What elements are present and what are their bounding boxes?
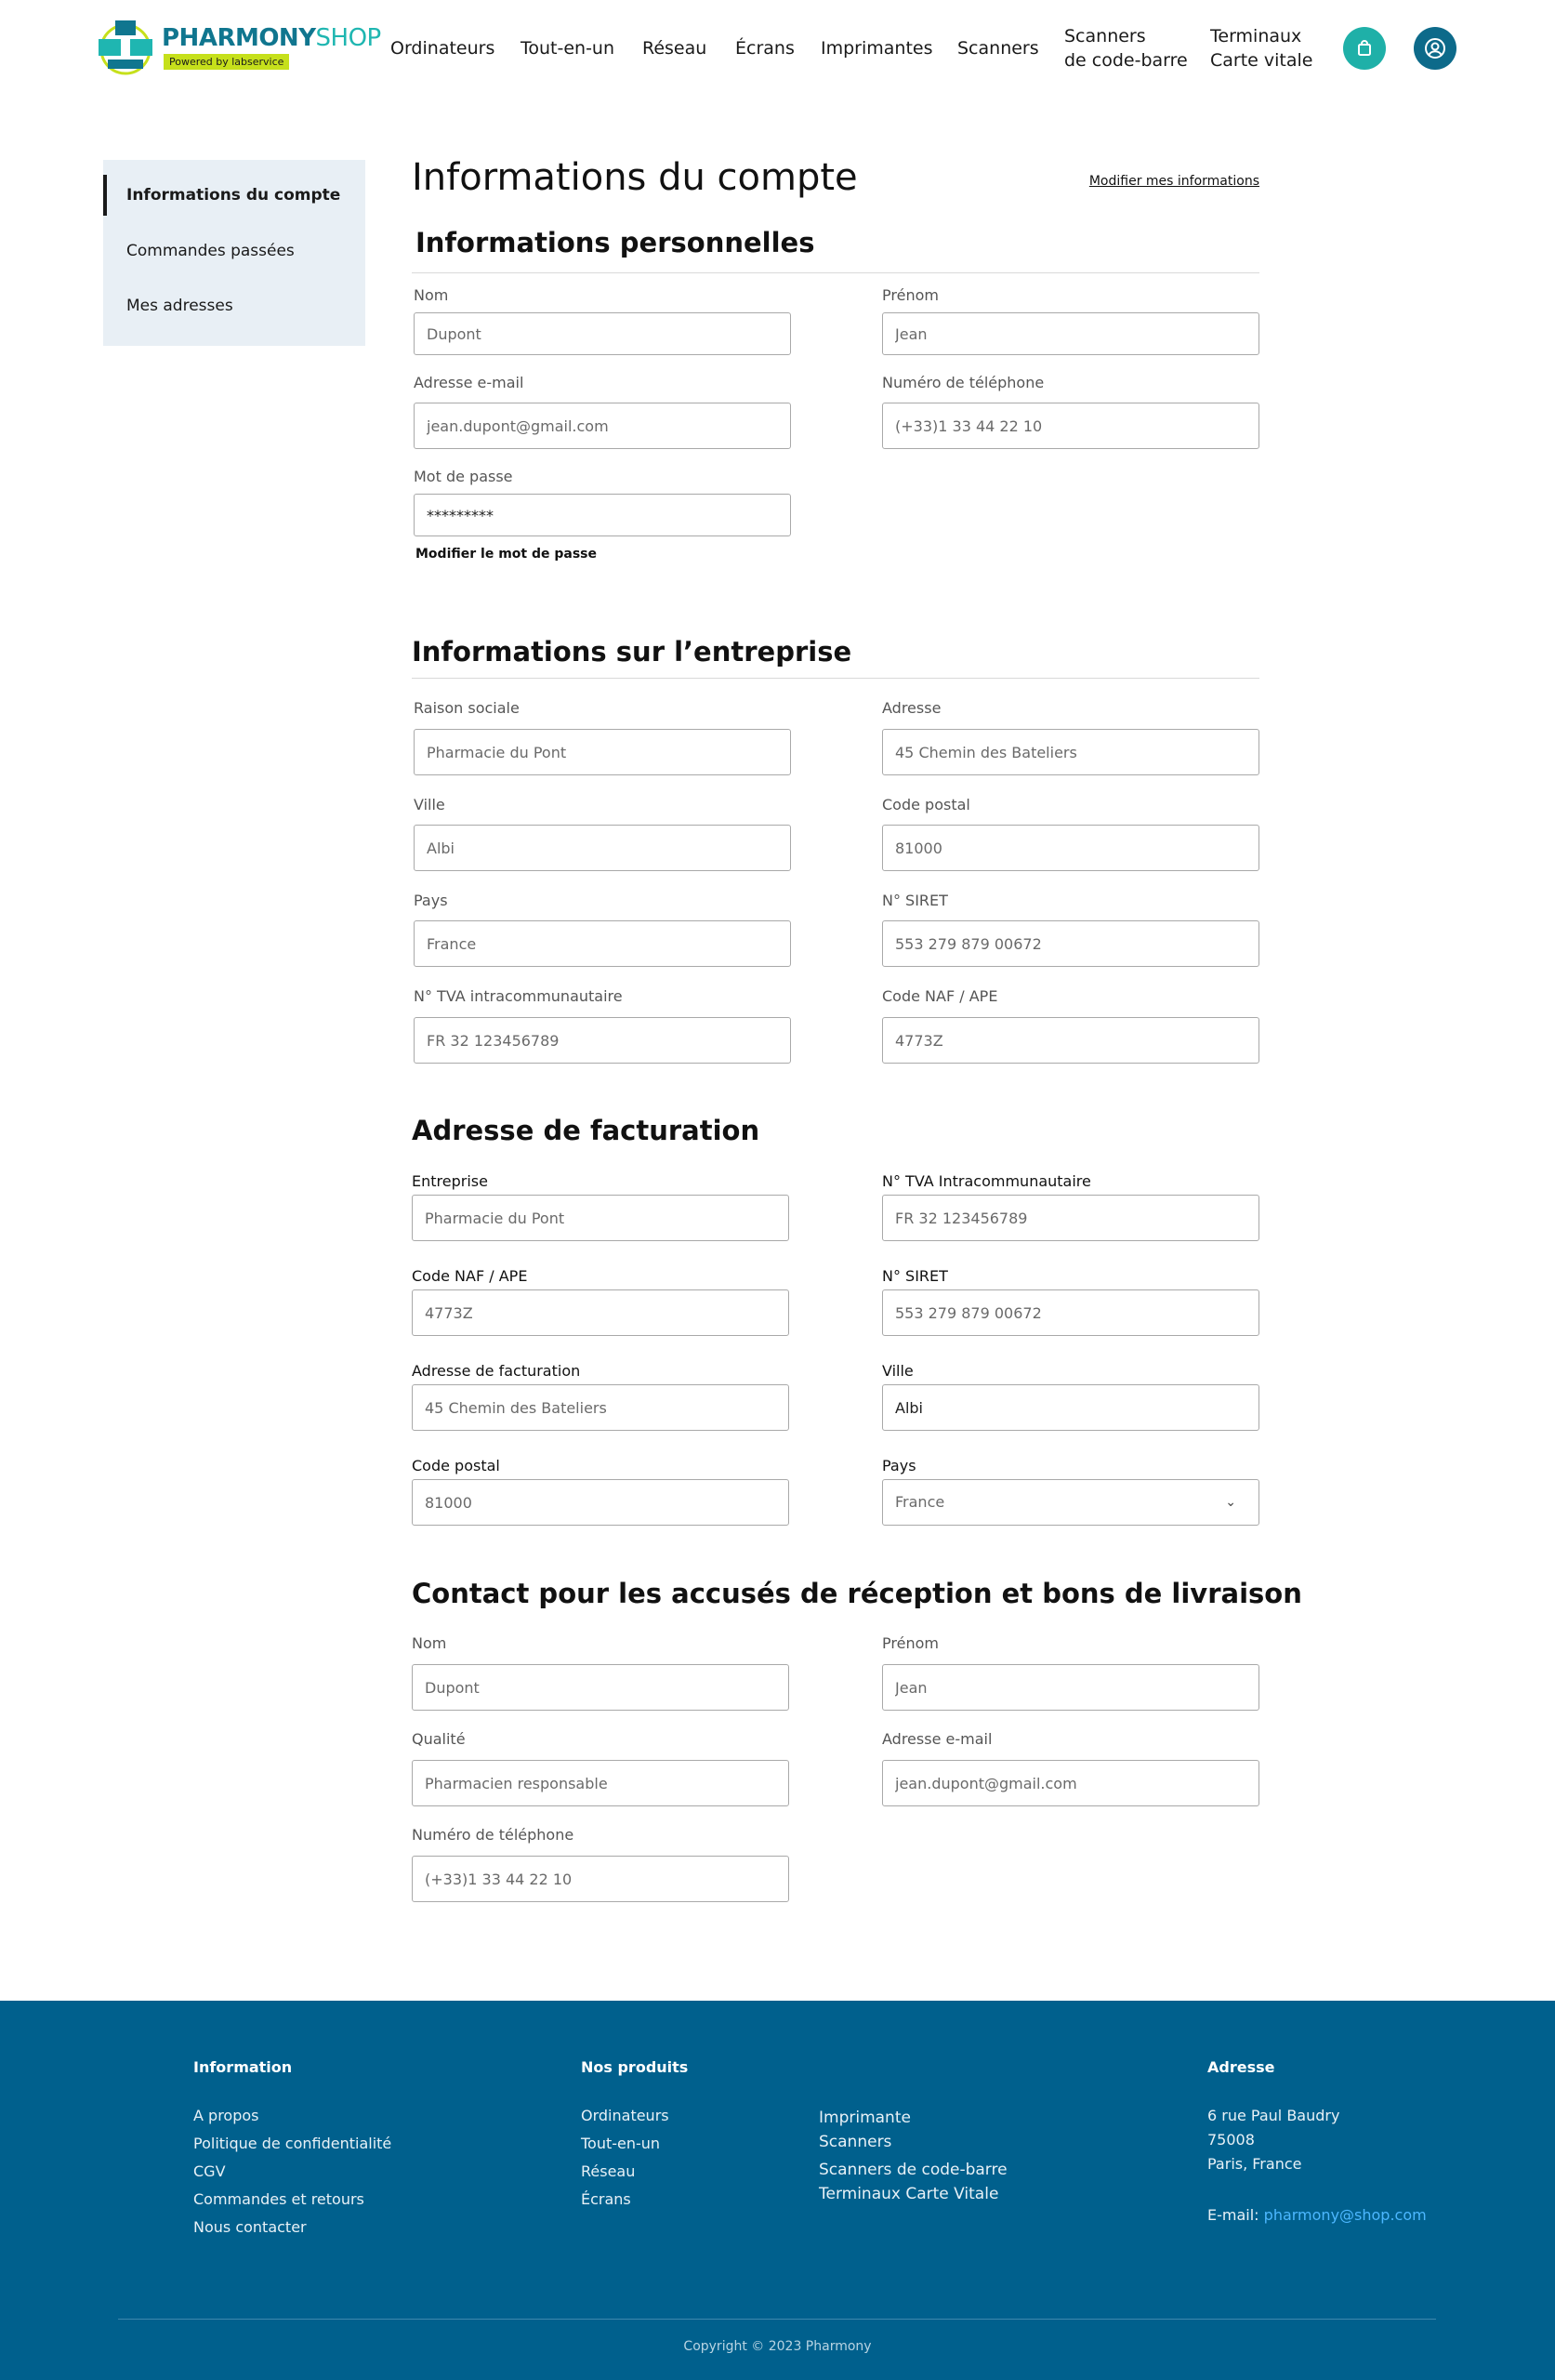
label-billing-siret: N° SIRET [882, 1267, 948, 1285]
label-raison-sociale: Raison sociale [414, 699, 520, 717]
footer-address-title: Adresse [1207, 2058, 1275, 2076]
label-contact-qualite: Qualité [412, 1730, 466, 1748]
footer-copyright: Copyright © 2023 Pharmony [683, 2339, 872, 2354]
label-contact-nom: Nom [412, 1634, 447, 1652]
input-contact-qualite[interactable] [412, 1760, 789, 1806]
account-button[interactable] [1414, 27, 1456, 70]
section-title-personal: Informations personnelles [415, 227, 815, 258]
footer-link-scanners-code-barre[interactable]: Scanners de code-barre [819, 2161, 1008, 2179]
input-prenom[interactable] [882, 312, 1259, 355]
divider [412, 272, 1259, 273]
input-contact-phone[interactable] [412, 1856, 789, 1902]
logo-mark-icon [97, 19, 154, 76]
footer-email-label: E-mail: [1207, 2206, 1259, 2224]
label-adresse: Adresse [882, 699, 942, 717]
input-raison-sociale[interactable] [414, 729, 791, 775]
nav-ecrans[interactable]: Écrans [735, 38, 795, 59]
label-naf: Code NAF / APE [882, 987, 998, 1005]
nav-scanners-code-barre[interactable]: Scanners de code-barre [1064, 26, 1188, 71]
account-sidebar [103, 160, 365, 346]
input-code-postal[interactable] [882, 825, 1259, 871]
user-icon [1424, 37, 1446, 60]
chevron-down-icon: ⌄ [1225, 1495, 1236, 1510]
label-ville: Ville [414, 796, 445, 813]
logo-badge: Powered by labservice [164, 54, 289, 70]
input-contact-prenom[interactable] [882, 1664, 1259, 1711]
footer-divider [118, 2319, 1436, 2320]
footer-link-ordinateurs[interactable]: Ordinateurs [581, 2107, 669, 2124]
label-nom: Nom [414, 286, 449, 304]
input-naf[interactable] [882, 1017, 1259, 1064]
footer-link-commandes-retours[interactable]: Commandes et retours [193, 2190, 364, 2208]
sidebar-item-orders[interactable]: Commandes passées [126, 242, 295, 260]
input-pays[interactable] [414, 920, 791, 967]
label-tva: N° TVA intracommunautaire [414, 987, 623, 1005]
footer-email-row [1207, 2206, 1427, 2224]
select-billing-pays-value: France [895, 1493, 945, 1511]
footer-info-title: Information [193, 2058, 293, 2076]
input-password[interactable] [414, 494, 791, 536]
footer-link-contact[interactable]: Nous contacter [193, 2218, 307, 2236]
label-billing-tva: N° TVA Intracommunautaire [882, 1172, 1091, 1190]
nav-scanners[interactable]: Scanners [957, 38, 1039, 59]
footer-email-link[interactable]: pharmony@shop.com [1263, 2206, 1427, 2224]
label-password: Mot de passe [414, 468, 513, 485]
cart-button[interactable] [1343, 27, 1386, 70]
footer-products-title: Nos produits [581, 2058, 689, 2076]
input-contact-email[interactable] [882, 1760, 1259, 1806]
footer-link-imprimante[interactable]: Imprimante [819, 2109, 911, 2127]
logo[interactable] [97, 19, 381, 78]
label-contact-prenom: Prénom [882, 1634, 939, 1652]
select-billing-pays[interactable] [882, 1479, 1259, 1526]
page-title: Informations du compte [412, 156, 858, 199]
label-prenom: Prénom [882, 286, 939, 304]
footer-link-scanners[interactable]: Scanners [819, 2133, 892, 2151]
label-contact-email: Adresse e-mail [882, 1730, 993, 1748]
label-entreprise: Entreprise [412, 1172, 488, 1190]
label-phone: Numéro de téléphone [882, 374, 1045, 391]
input-siret[interactable] [882, 920, 1259, 967]
label-billing-ville: Ville [882, 1362, 914, 1380]
nav-tout-en-un[interactable]: Tout-en-un [521, 38, 615, 59]
input-entreprise[interactable] [412, 1195, 789, 1241]
divider [412, 678, 1259, 679]
footer-address-line: 6 rue Paul Baudry [1207, 2107, 1340, 2124]
logo-wordmark: PHARMONYSHOP [162, 24, 381, 52]
input-billing-ville[interactable] [882, 1384, 1259, 1431]
nav-ordinateurs[interactable]: Ordinateurs [390, 38, 495, 59]
label-billing-pays: Pays [882, 1457, 916, 1474]
input-contact-nom[interactable] [412, 1664, 789, 1711]
site-header [0, 0, 1555, 102]
sidebar-item-addresses[interactable]: Mes adresses [126, 297, 233, 315]
footer-address-line: 75008 [1207, 2131, 1255, 2149]
section-title-billing: Adresse de facturation [412, 1115, 760, 1146]
label-billing-adresse: Adresse de facturation [412, 1362, 581, 1380]
input-adresse[interactable] [882, 729, 1259, 775]
label-billing-code-postal: Code postal [412, 1457, 500, 1474]
change-password-link[interactable]: Modifier le mot de passe [415, 547, 597, 562]
input-tva[interactable] [414, 1017, 791, 1064]
input-phone[interactable] [882, 403, 1259, 449]
shopping-bag-icon [1355, 39, 1374, 58]
input-billing-naf[interactable] [412, 1289, 789, 1336]
nav-terminaux-carte-vitale[interactable]: Terminaux Carte vitale [1210, 26, 1313, 71]
nav-imprimantes[interactable]: Imprimantes [821, 38, 933, 59]
footer-link-reseau[interactable]: Réseau [581, 2162, 636, 2180]
footer-link-tout-en-un[interactable]: Tout-en-un [581, 2135, 661, 2152]
footer-link-terminaux[interactable]: Terminaux Carte Vitale [819, 2185, 999, 2203]
sidebar-item-account-info[interactable]: Informations du compte [103, 175, 365, 216]
label-contact-phone: Numéro de téléphone [412, 1826, 574, 1844]
label-siret: N° SIRET [882, 892, 948, 909]
label-pays: Pays [414, 892, 448, 909]
label-code-postal: Code postal [882, 796, 970, 813]
footer-link-a-propos[interactable]: A propos [193, 2107, 259, 2124]
section-title-contact: Contact pour les accusés de réception et bons de livraison [412, 1578, 1302, 1609]
input-billing-tva[interactable] [882, 1195, 1259, 1241]
label-billing-naf: Code NAF / APE [412, 1267, 528, 1285]
nav-reseau[interactable]: Réseau [642, 38, 707, 59]
input-billing-siret[interactable] [882, 1289, 1259, 1336]
input-billing-code-postal[interactable] [412, 1479, 789, 1526]
input-ville[interactable] [414, 825, 791, 871]
footer-link-ecrans[interactable]: Écrans [581, 2190, 631, 2208]
label-email: Adresse e-mail [414, 374, 524, 391]
footer-link-cgv[interactable]: CGV [193, 2162, 226, 2180]
input-nom[interactable] [414, 312, 791, 355]
site-footer [0, 2001, 1555, 2380]
edit-info-link[interactable]: Modifier mes informations [1088, 174, 1259, 189]
section-title-company: Informations sur l’entreprise [412, 636, 852, 668]
footer-link-confidentialite[interactable]: Politique de confidentialité [193, 2135, 392, 2152]
input-billing-adresse[interactable] [412, 1384, 789, 1431]
footer-address-line: Paris, France [1207, 2155, 1302, 2173]
input-email[interactable] [414, 403, 791, 449]
